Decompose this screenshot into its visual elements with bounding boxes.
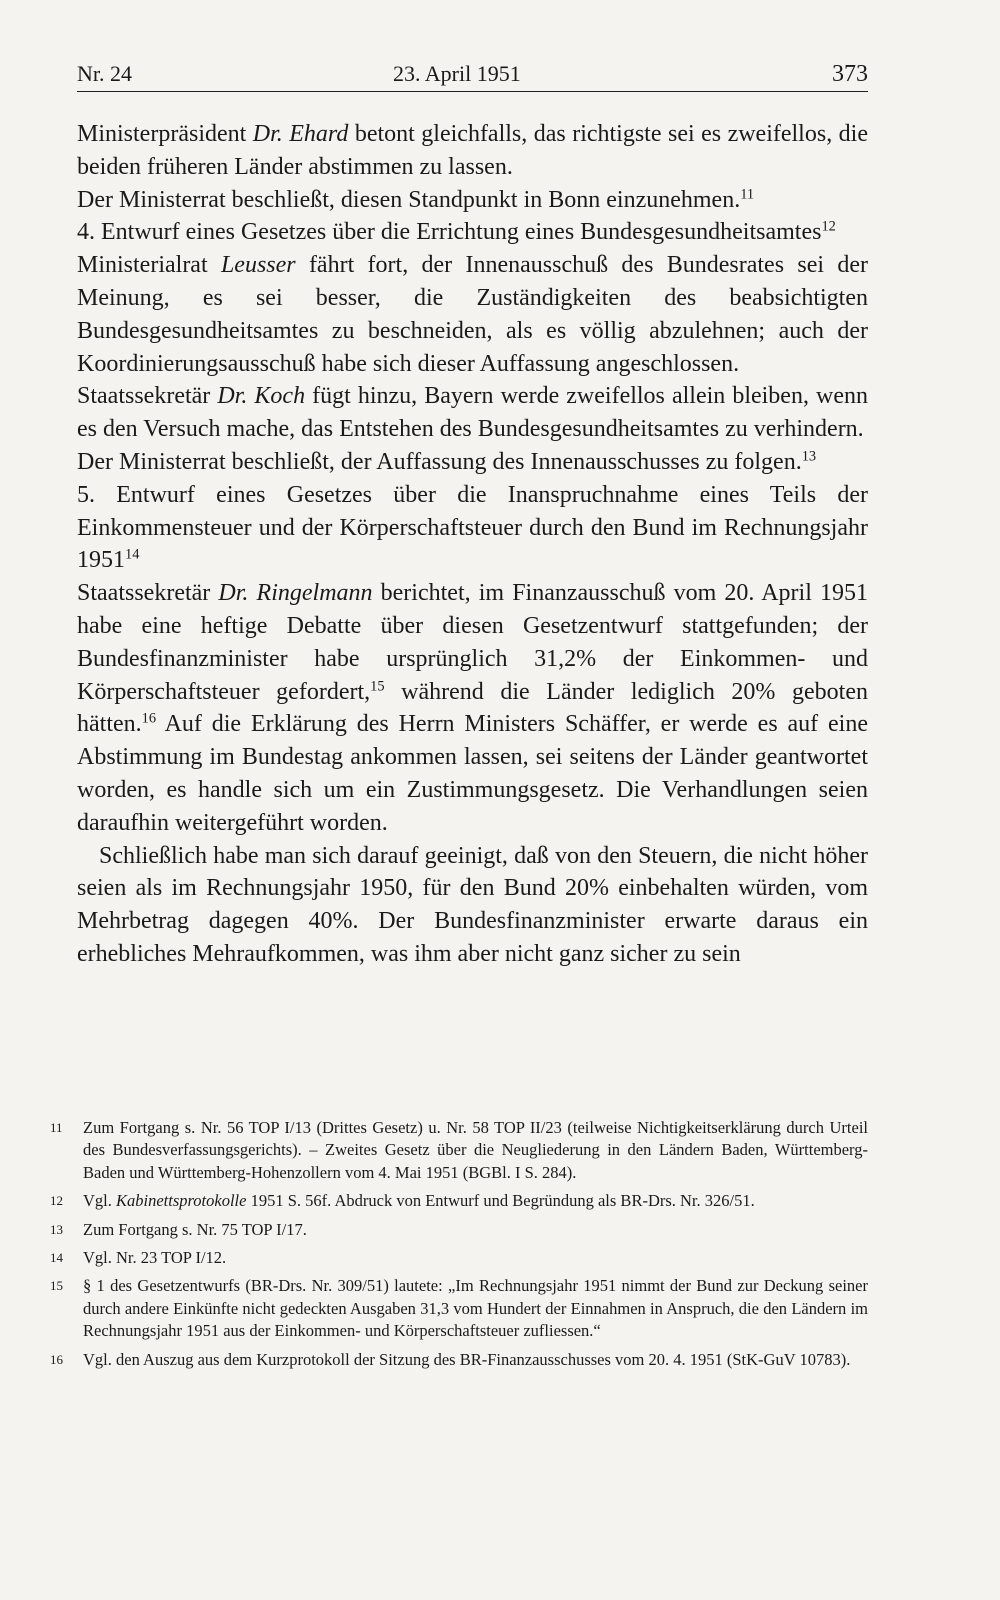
- footnote-ref: 12: [821, 218, 836, 235]
- paragraph: Ministerpräsident Dr. Ehard betont gleichfalls, das richtigste sei es zweifellos, die beiden früheren Länder abstimmen zu lassen.: [77, 121, 868, 180]
- paragraph: Ministerialrat Leusser fährt fort, der Innenausschuß des Bundesrates sei der Meinung, es sei besser, die Zuständigkeiten des beabsichtigten Bundesgesundheitsamtes zu beschneiden, als es völlig abzulehnen; auch der Koordinierungsausschuß habe sich dieser Auffassung angeschlossen.: [77, 252, 868, 377]
- footnote: 16 Vgl. den Auszug aus dem Kurzprotokoll der Sitzung des BR-Finanzausschusses vom 20. 4. 1951 (StK-GuV 10783).: [50, 1349, 868, 1371]
- footnote-ref: 16: [141, 710, 157, 727]
- footnote: 11 Zum Fortgang s. Nr. 56 TOP I/13 (Drittes Gesetz) u. Nr. 58 TOP II/23 (teilweise Nichtigkeitserklärung durch Urteil des Bundesverfassungsgerichts). – Zweites Gesetz über die Neugliederung in den Ländern Baden, Württemberg-Baden und Württemberg-Hohenzollern vom 4. Mai 1951 (BGBl. I S. 284).: [50, 1118, 868, 1182]
- footnote-number: 14: [50, 1250, 63, 1266]
- agenda-item-heading: 4. Entwurf eines Gesetzes über die Errichtung eines Bundesgesundheitsamtes$^{12}$: [77, 218, 836, 246]
- footnote-ref: 13: [801, 448, 817, 465]
- footnote-number: 13: [50, 1221, 63, 1237]
- main-text: [77, 118, 868, 971]
- footnote-number: 11: [50, 1120, 63, 1135]
- footnote: 13 Zum Fortgang s. Nr. 75 TOP I/17.: [50, 1219, 868, 1241]
- document-number: Nr. 24: [77, 61, 132, 86]
- page-number: 373: [832, 61, 868, 87]
- paragraph: Der Ministerrat beschließt, der Auffassung des Innenausschusses zu folgen.$^{13}$: [77, 448, 817, 475]
- footnote-ref: 14: [125, 546, 140, 563]
- agenda-item-heading: 5. Entwurf eines Gesetzes über die Inanspruchnahme eines Teils der Einkommensteuer und der Körperschaftsteuer durch den Bund im Rechnungsjahr 1951$^{14}$: [77, 481, 868, 574]
- footnote: 15 § 1 des Gesetzentwurfs (BR-Drs. Nr. 309/51) lautete: „Im Rechnungsjahr 1951 nimmt der Bund zur Deckung seiner durch andere Einkünfte nicht gedeckten Ausgaben 31,3 vom Hundert der Einnahmen in Anspruch, die den Ländern im Rechnungsjahr 1951 aus der Einkommen- und Körperschaftsteuer zufliessen.“: [50, 1276, 868, 1341]
- footnotes: [50, 1117, 868, 1377]
- paragraph: Staatssekretär Dr. Ringelmann berichtet, im Finanzausschuß vom 20. April 1951 habe eine heftige Debatte über diesen Gesetzentwurf stattgefunden; der Bundesfinanzminister habe ursprünglich 31,2% der Einkommen- und Körperschaftsteuer gefordert,$^{15}$ während die Länder lediglich 20% geboten hätten.$^{16}$ Auf die Erklärung des Herrn Ministers Schäffer, er werde es auf eine Abstimmung im Bundestag ankommen lassen, sei seitens der Länder geantwortet worden, es handle sich um ein Zustimmungsgesetz. Die Verhandlungen seien daraufhin weitergeführt worden.: [77, 580, 868, 836]
- paragraph: Schließlich habe man sich darauf geeinigt, daß von den Steuern, die nicht höher seien als im Rechnungsjahr 1950, für den Bund 20% einbehalten würden, vom Mehrbetrag dagegen 40%. Der Bundesfinanzminister erwarte daraus ein erhebliches Mehraufkommen, was ihm aber nicht ganz sicher zu sein: [77, 842, 868, 967]
- footnote: 12 Vgl. Kabinettsprotokolle 1951 S. 56f. Abdruck von Entwurf und Begründung als BR-Drs. Nr. 326/51.: [50, 1190, 868, 1212]
- footnote-number: 16: [50, 1351, 63, 1367]
- footnote-ref: 11: [740, 185, 755, 202]
- footnote-number: 12: [50, 1193, 63, 1209]
- paragraph: Staatssekretär Dr. Koch fügt hinzu, Bayern werde zweifellos allein bleiben, wenn es den Versuch mache, das Entstehen des Bundesgesundheitsamtes zu verhindern.: [77, 383, 869, 443]
- footnote: 14 Vgl. Nr. 23 TOP I/12.: [50, 1247, 868, 1269]
- footnote-number: 15: [50, 1278, 63, 1294]
- paragraph: Der Ministerrat beschließt, diesen Standpunkt in Bonn einzunehmen.$^{11}$: [77, 185, 755, 213]
- running-header: [77, 55, 868, 92]
- document-date: 23. April 1951: [393, 61, 521, 86]
- footnote-ref: 15: [370, 677, 385, 694]
